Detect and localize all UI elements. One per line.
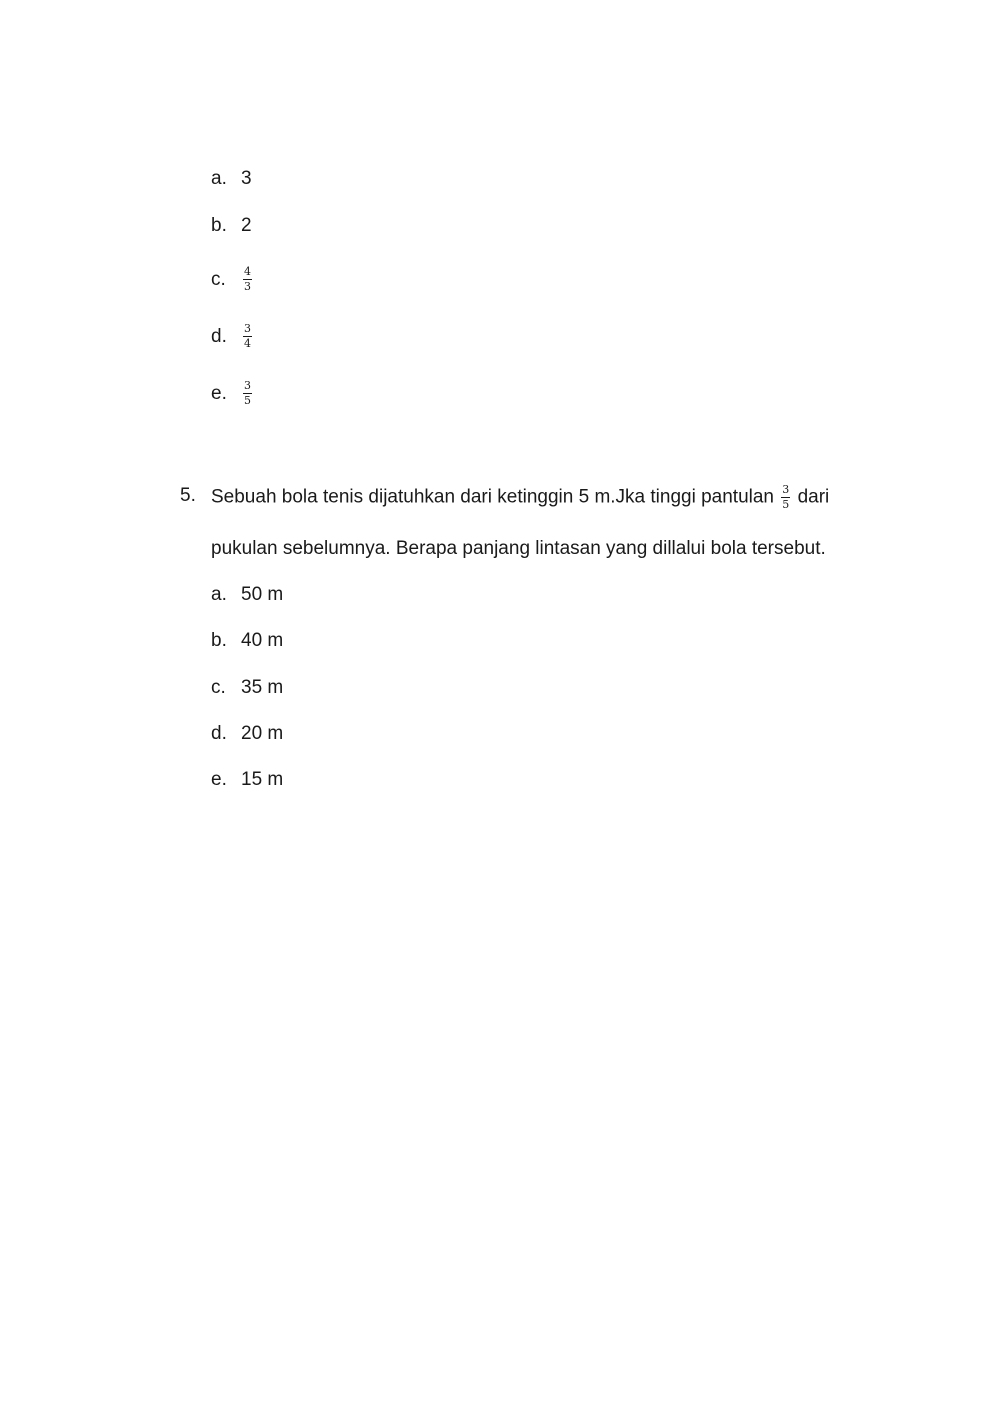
option-fraction: [243, 380, 252, 407]
option-c: [211, 266, 254, 293]
option-b: [211, 629, 283, 653]
option-letter: b.: [211, 630, 227, 651]
question-text-part-2: dari: [797, 486, 830, 508]
fraction-denominator: 5: [244, 394, 251, 407]
question-text-line-1: [211, 484, 829, 511]
option-e: [211, 768, 283, 792]
option-letter: e.: [211, 769, 227, 790]
fraction-denominator: 4: [244, 337, 251, 350]
option-c: [211, 676, 283, 700]
option-a: [211, 583, 283, 607]
option-e: [211, 380, 254, 407]
fraction-numerator: 3: [782, 483, 790, 496]
question-number: 5.: [180, 485, 196, 506]
fraction-numerator: 4: [244, 265, 251, 278]
question-text-part-1: Sebuah bola tenis dijatuhkan dari ketinggin 5 m.Jka tinggi pantulan: [211, 486, 774, 508]
option-value: 50 m: [241, 584, 284, 605]
option-letter: d.: [211, 723, 227, 744]
option-letter: a.: [211, 168, 227, 189]
fraction-denominator: 5: [782, 498, 790, 511]
option-value: 2: [241, 215, 252, 236]
option-b: [211, 214, 252, 238]
option-letter: a.: [211, 584, 227, 605]
option-a: [211, 167, 252, 191]
fraction-numerator: 3: [244, 379, 251, 392]
option-letter: c.: [211, 268, 226, 290]
option-fraction: [243, 266, 252, 293]
option-letter: b.: [211, 215, 227, 236]
option-value: 3: [241, 168, 252, 189]
option-d: [211, 323, 254, 350]
fraction-numerator: 3: [244, 322, 251, 335]
option-value: 15 m: [241, 769, 284, 790]
option-value: 20 m: [241, 723, 284, 744]
option-value: 40 m: [241, 630, 284, 651]
option-value: 35 m: [241, 677, 284, 698]
option-letter: d.: [211, 325, 227, 347]
option-letter: e.: [211, 382, 227, 404]
option-fraction: [243, 323, 252, 350]
fraction-denominator: 3: [244, 280, 251, 293]
question-text-line-2: pukulan sebelumnya. Berapa panjang lintasan yang dillalui bola tersebut.: [211, 538, 826, 559]
option-letter: c.: [211, 677, 226, 698]
question-fraction: [781, 484, 790, 511]
option-d: [211, 722, 283, 746]
